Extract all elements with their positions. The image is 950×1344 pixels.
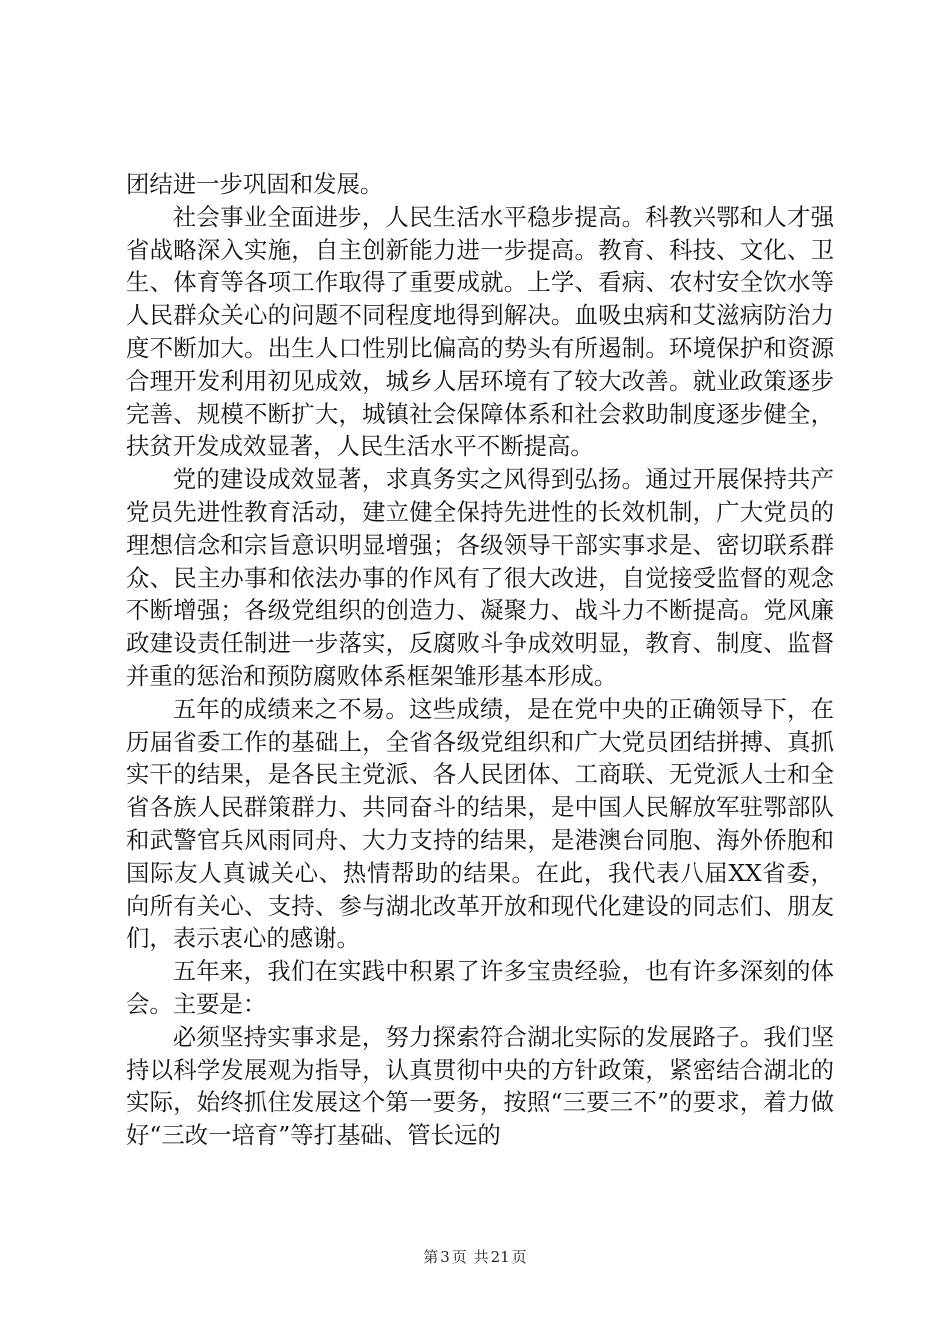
page-number: 3 — [440, 1248, 450, 1266]
paragraph: 党的建设成效显著，求真务实之风得到弘扬。通过开展保持共产党员先进性教育活动，建立健全保持先进性的长效机制，广大党员的理想信念和宗旨意识明显增强；各级领导干部实事求是、密切联系群众、民主办事和依法办事的作风有了很大改进，自觉接受监督的观念不断增强；各级党组织的创造力、凝聚力、战斗力不断提高。党风廉政建设责任制进一步落实，反腐败斗争成效明显，教育、制度、监督并重的惩治和预防腐败体系框架雏形基本形成。 — [126, 465, 834, 690]
total-label-suffix: 页 — [511, 1248, 527, 1266]
page-label-prefix: 第 — [423, 1248, 439, 1266]
paragraph: 五年来，我们在实践中积累了许多宝贵经验，也有许多深刻的体会。主要是： — [126, 957, 834, 1018]
paragraph: 社会事业全面进步，人民生活水平稳步提高。科教兴鄂和人才强省战略深入实施，自主创新能力进一步提高。教育、科技、文化、卫生、体育等各项工作取得了重要成就。上学、看病、农村安全饮水等人民群众关心的问题不同程度地得到解决。血吸虫病和艾滋病防治力度不断加大。出生人口性别比偏高的势头有所遏制。环境保护和资源合理开发利用初见成效，城乡人居环境有了较大改善。就业政策逐步完善、规模不断扩大，城镇社会保障体系和社会救助制度逐步健全，扶贫开发成效显著，人民生活水平不断提高。 — [126, 202, 834, 461]
body-text — [126, 168, 834, 1152]
page-label-suffix: 页 — [451, 1248, 467, 1266]
paragraph: 必须坚持实事求是，努力探索符合湖北实际的发展路子。我们坚持以科学发展观为指导，认真贯彻中央的方针政策，紧密结合湖北的实际，始终抓住发展这个第一要务，按照“三要三不”的要求，着力做好“三改一培育”等打基础、管长远的 — [126, 1022, 834, 1150]
paragraph: 五年的成绩来之不易。这些成绩，是在党中央的正确领导下，在历届省委工作的基础上，全省各级党组织和广大党员团结拼搏、真抓实干的结果，是各民主党派、各人民团体、工商联、无党派人士和全省各族人民群策群力、共同奋斗的结果，是中国人民解放军驻鄂部队和武警官兵风雨同舟、大力支持的结果，是港澳台同胞、海外侨胞和国际友人真诚关心、热情帮助的结果。在此，我代表八届XX省委，向所有关心、支持、参与湖北改革开放和现代化建设的同志们、朋友们，表示衷心的感谢。 — [126, 694, 834, 953]
total-label-prefix: 共 — [473, 1248, 489, 1266]
total-pages: 21 — [490, 1248, 510, 1266]
page-footer — [0, 1246, 950, 1267]
paragraph: 团结进一步巩固和发展。 — [126, 170, 384, 198]
